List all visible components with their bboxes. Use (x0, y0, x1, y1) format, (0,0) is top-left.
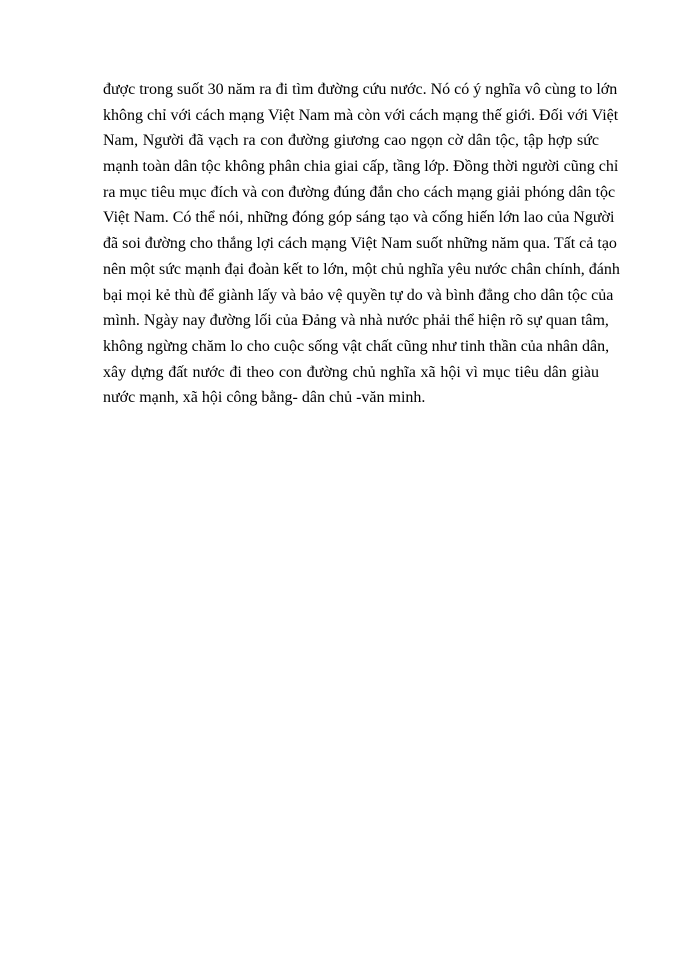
paragraph-line-last: nước mạnh, xã hội công bằng- dân chủ -văn minh. (103, 389, 426, 407)
paragraph-line: đã soi đường cho thắng lợi cách mạng Việt Nam suốt những năm qua. Tất cả tạo (103, 235, 617, 253)
paragraph-line: không ngừng chăm lo cho cuộc sống vật chất cũng như tinh thần của nhân dân, (103, 337, 610, 355)
paragraph-line: nên một sức mạnh đại đoàn kết to lớn, một chủ nghĩa yêu nước chân chính, đánh (103, 260, 620, 278)
paragraph-line: ra mục tiêu mục đích và con đường đúng đắn cho cách mạng giải phóng dân tộc (103, 183, 616, 201)
paragraph-line: không chỉ với cách mạng Việt Nam mà còn với cách mạng thế giới. Đối với Việt (103, 106, 619, 124)
paragraph-line: Nam, Người đã vạch ra con đường giương cao ngọn cờ dân tộc, tập hợp sức (103, 132, 599, 150)
paragraph-line: xây dựng đất nước đi theo con đường chủ nghĩa xã hội vì mục tiêu dân giàu (103, 363, 599, 381)
paragraph-line: bại mọi kẻ thù để giành lấy và bảo vệ quyền tự do và bình đẳng cho dân tộc của (103, 286, 614, 304)
body-paragraph (103, 77, 620, 411)
paragraph-line: được trong suốt 30 năm ra đi tìm đường cứu nước. Nó có ý nghĩa vô cùng to lớn (103, 81, 618, 98)
paragraph-line: mình. Ngày nay đường lối của Đảng và nhà nước phải thể hiện rõ sự quan tâm, (103, 312, 609, 330)
paragraph-line: Việt Nam. Có thể nói, những đóng góp sáng tạo và cống hiến lớn lao của Người (103, 209, 615, 227)
paragraph-line: mạnh toàn dân tộc không phân chia giai cấp, tầng lớp. Đồng thời người cũng chỉ (103, 158, 619, 176)
